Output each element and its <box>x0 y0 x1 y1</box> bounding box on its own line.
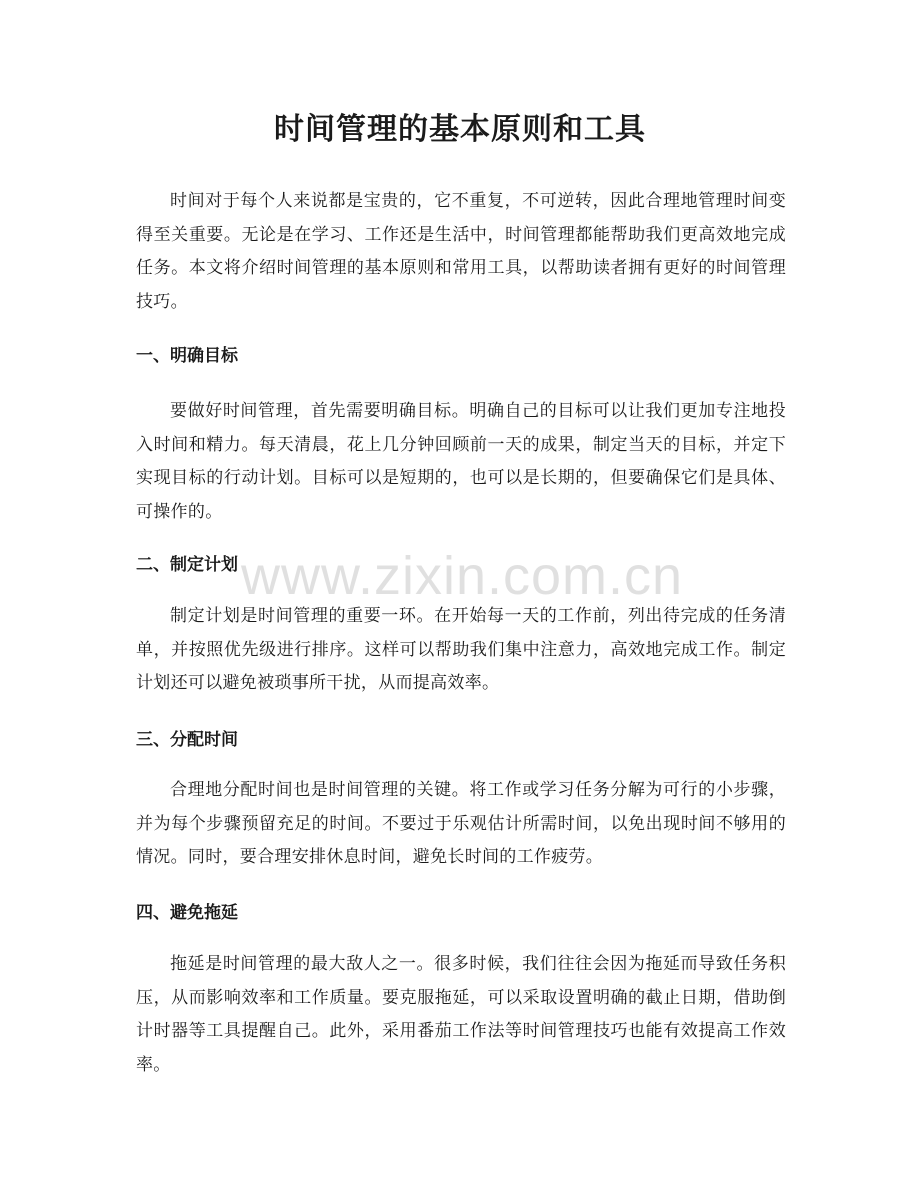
watermark: www.zixin.com.cn <box>240 546 684 606</box>
section-body-procrastination: 拖延是时间管理的最大敌人之一。很多时候，我们往往会因为拖延而导致任务积压，从而影响效率和工作质量。要克服拖延，可以采取设置明确的截止日期，借助倒计时器等工具提醒自己。此外，采用番茄工作法等时间管理技巧也能有效提高工作效率。 <box>136 954 786 1075</box>
page-title: 时间管理的基本原则和工具 <box>274 112 646 147</box>
section-heading-plan: 二、制定计划 <box>136 555 238 575</box>
section-body-allocate: 合理地分配时间也是时间管理的关键。将工作或学习任务分解为可行的小步骤，并为每个步骤预留充足的时间。不要过于乐观估计所需时间，以免出现时间不够用的情况。同时，要合理安排休息时间，避免长时间的工作疲劳。 <box>136 780 786 867</box>
section-heading-allocate: 三、分配时间 <box>136 730 238 750</box>
section-heading-procrastination: 四、避免拖延 <box>136 903 238 923</box>
section-body-goals: 要做好时间管理，首先需要明确目标。明确自己的目标可以让我们更加专注地投入时间和精力。每天清晨，花上几分钟回顾前一天的成果，制定当天的目标，并定下实现目标的行动计划。目标可以是短期的，也可以是长期的，但要确保它们是具体、可操作的。 <box>136 401 786 522</box>
intro-paragraph: 时间对于每个人来说都是宝贵的，它不重复，不可逆转，因此合理地管理时间变得至关重要。无论是在学习、工作还是生活中，时间管理都能帮助我们更高效地完成任务。本文将介绍时间管理的基本原则和常用工具，以帮助读者拥有更好的时间管理技巧。 <box>136 191 786 312</box>
section-body-plan: 制定计划是时间管理的重要一环。在开始每一天的工作前，列出待完成的任务清单，并按照优先级进行排序。这样可以帮助我们集中注意力，高效地完成工作。制定计划还可以避免被琐事所干扰，从而提高效率。 <box>136 606 786 693</box>
section-heading-goals: 一、明确目标 <box>136 346 238 366</box>
